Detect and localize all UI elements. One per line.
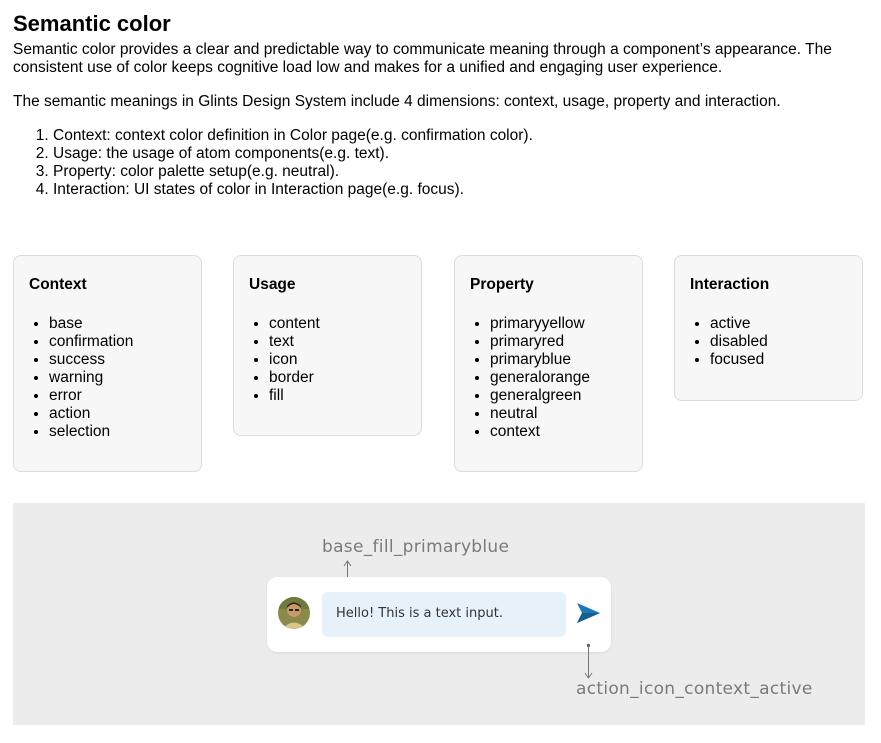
card-usage: [233, 255, 422, 436]
list-item: • content: [269, 315, 320, 333]
list-item: • base: [49, 315, 133, 333]
dimension-item: 3. Property: color palette setup(e.g. neutral).: [53, 163, 533, 181]
list-item: • primaryyellow: [490, 315, 590, 333]
text-input[interactable]: [322, 592, 566, 637]
dimension-item: 1. Context: context color definition in Color page(e.g. confirmation color).: [53, 127, 533, 145]
list-item: • icon: [269, 351, 320, 369]
list-item: • selection: [49, 423, 133, 441]
list-item: • confirmation: [49, 333, 133, 351]
list-item: • generalorange: [490, 369, 590, 387]
dimension-item: 4. Interaction: UI states of color in Interaction page(e.g. focus).: [53, 181, 533, 199]
list-item: • success: [49, 351, 133, 369]
card-list: [249, 315, 320, 405]
card-context: [13, 255, 202, 472]
list-item: • context: [490, 423, 590, 441]
list-item: • generalgreen: [490, 387, 590, 405]
chat-input-bar: [267, 577, 611, 652]
arrow-down-icon: [584, 643, 593, 679]
card-title: Context: [29, 276, 87, 293]
list-item: • text: [269, 333, 320, 351]
page-title: Semantic color: [13, 11, 171, 36]
send-icon[interactable]: [575, 601, 601, 625]
label-base-fill: base_fill_primaryblue: [322, 537, 510, 557]
list-item: • action: [49, 405, 133, 423]
semantic-color-illustration: [13, 503, 865, 725]
list-item: • primaryblue: [490, 351, 590, 369]
list-item: • active: [710, 315, 768, 333]
card-list: [29, 315, 133, 441]
dimensions-list: [13, 127, 533, 199]
list-item: • warning: [49, 369, 133, 387]
user-avatar-icon: [278, 597, 310, 629]
card-title: Interaction: [690, 276, 770, 293]
list-item: • focused: [710, 351, 768, 369]
card-property: [454, 255, 643, 472]
card-title: Property: [470, 276, 534, 293]
card-interaction: [674, 255, 863, 401]
list-item: • fill: [269, 387, 320, 405]
label-action-icon: action_icon_context_active: [576, 679, 813, 699]
list-item: • primaryred: [490, 333, 590, 351]
card-title: Usage: [249, 276, 296, 293]
list-item: • neutral: [490, 405, 590, 423]
text-input-value: Hello! This is a text input.: [336, 606, 503, 621]
intro-paragraph: Semantic color provides a clear and predictable way to communicate meaning through a component’s appearance. The consistent use of color keeps cognitive load low and makes for a unified and engaging user experience.: [13, 41, 832, 76]
list-item: • error: [49, 387, 133, 405]
list-item: • disabled: [710, 333, 768, 351]
card-list: [470, 315, 590, 441]
list-item: • border: [269, 369, 320, 387]
card-list: [690, 315, 768, 369]
dimension-item: 2. Usage: the usage of atom components(e.g. text).: [53, 145, 533, 163]
dimensions-intro: The semantic meanings in Glints Design System include 4 dimensions: context, usage, property and interaction.: [13, 93, 781, 110]
